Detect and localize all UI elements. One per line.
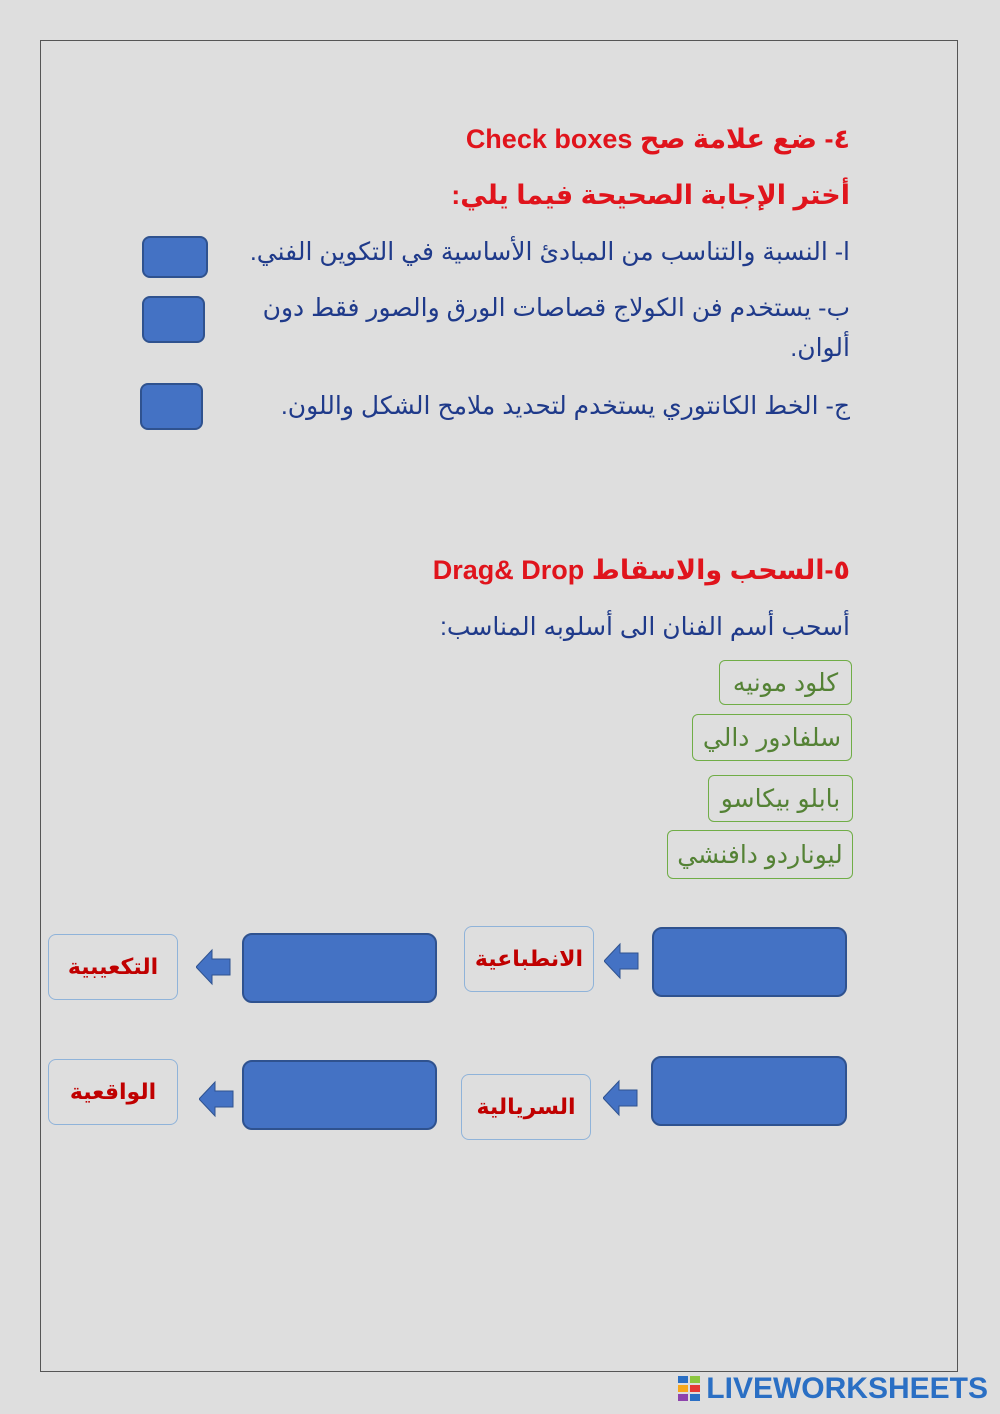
checkbox-c[interactable] xyxy=(140,383,203,430)
artist-chip-monet[interactable]: كلود مونيه xyxy=(719,660,852,705)
arrow-left-icon xyxy=(604,941,640,981)
liveworksheets-logo-icon xyxy=(678,1376,702,1402)
drop-box-surrealism[interactable] xyxy=(651,1056,847,1126)
artist-chip-picasso[interactable]: بابلو بيكاسو xyxy=(708,775,853,822)
style-label-surrealism: السريالية xyxy=(461,1074,591,1140)
section4-heading: ٤- ضع علامة صح Check boxes xyxy=(465,124,850,154)
logo-text: LIVEWORKSHEETS xyxy=(706,1372,988,1405)
drop-box-cubism[interactable] xyxy=(242,933,437,1003)
checkbox-a[interactable] xyxy=(142,236,208,278)
drop-box-impressionism[interactable] xyxy=(652,927,847,997)
arrow-left-icon xyxy=(196,947,232,987)
style-label-cubism: التكعيبية xyxy=(48,934,178,1000)
liveworksheets-logo xyxy=(678,1372,988,1406)
question-item-a: ا- النسبة والتناسب من المبادئ الأساسية في التكوين الفني. xyxy=(249,238,850,266)
section5-heading: ٥-السحب والاسقاط Drag& Drop xyxy=(432,555,850,585)
style-label-impressionism: الانطباعية xyxy=(464,926,594,992)
question-item-b: ب- يستخدم فن الكولاج قصاصات الورق والصور فقط دون ألوان. xyxy=(262,294,850,362)
artist-chip-davinci[interactable]: ليوناردو دافنشي xyxy=(667,830,853,879)
artist-chip-dali[interactable]: سلفادور دالي xyxy=(692,714,852,761)
checkbox-b[interactable] xyxy=(142,296,205,343)
arrow-left-icon xyxy=(199,1079,235,1119)
drop-box-realism[interactable] xyxy=(242,1060,437,1130)
question-item-c: ج- الخط الكانتوري يستخدم لتحديد ملامح الشكل واللون. xyxy=(280,392,850,420)
arrow-left-icon xyxy=(603,1078,639,1118)
section4-instruction: أختر الإجابة الصحيحة فيما يلي: xyxy=(451,180,850,210)
section5-instruction: أسحب أسم الفنان الى أسلوبه المناسب: xyxy=(439,613,850,641)
style-label-realism: الواقعية xyxy=(48,1059,178,1125)
